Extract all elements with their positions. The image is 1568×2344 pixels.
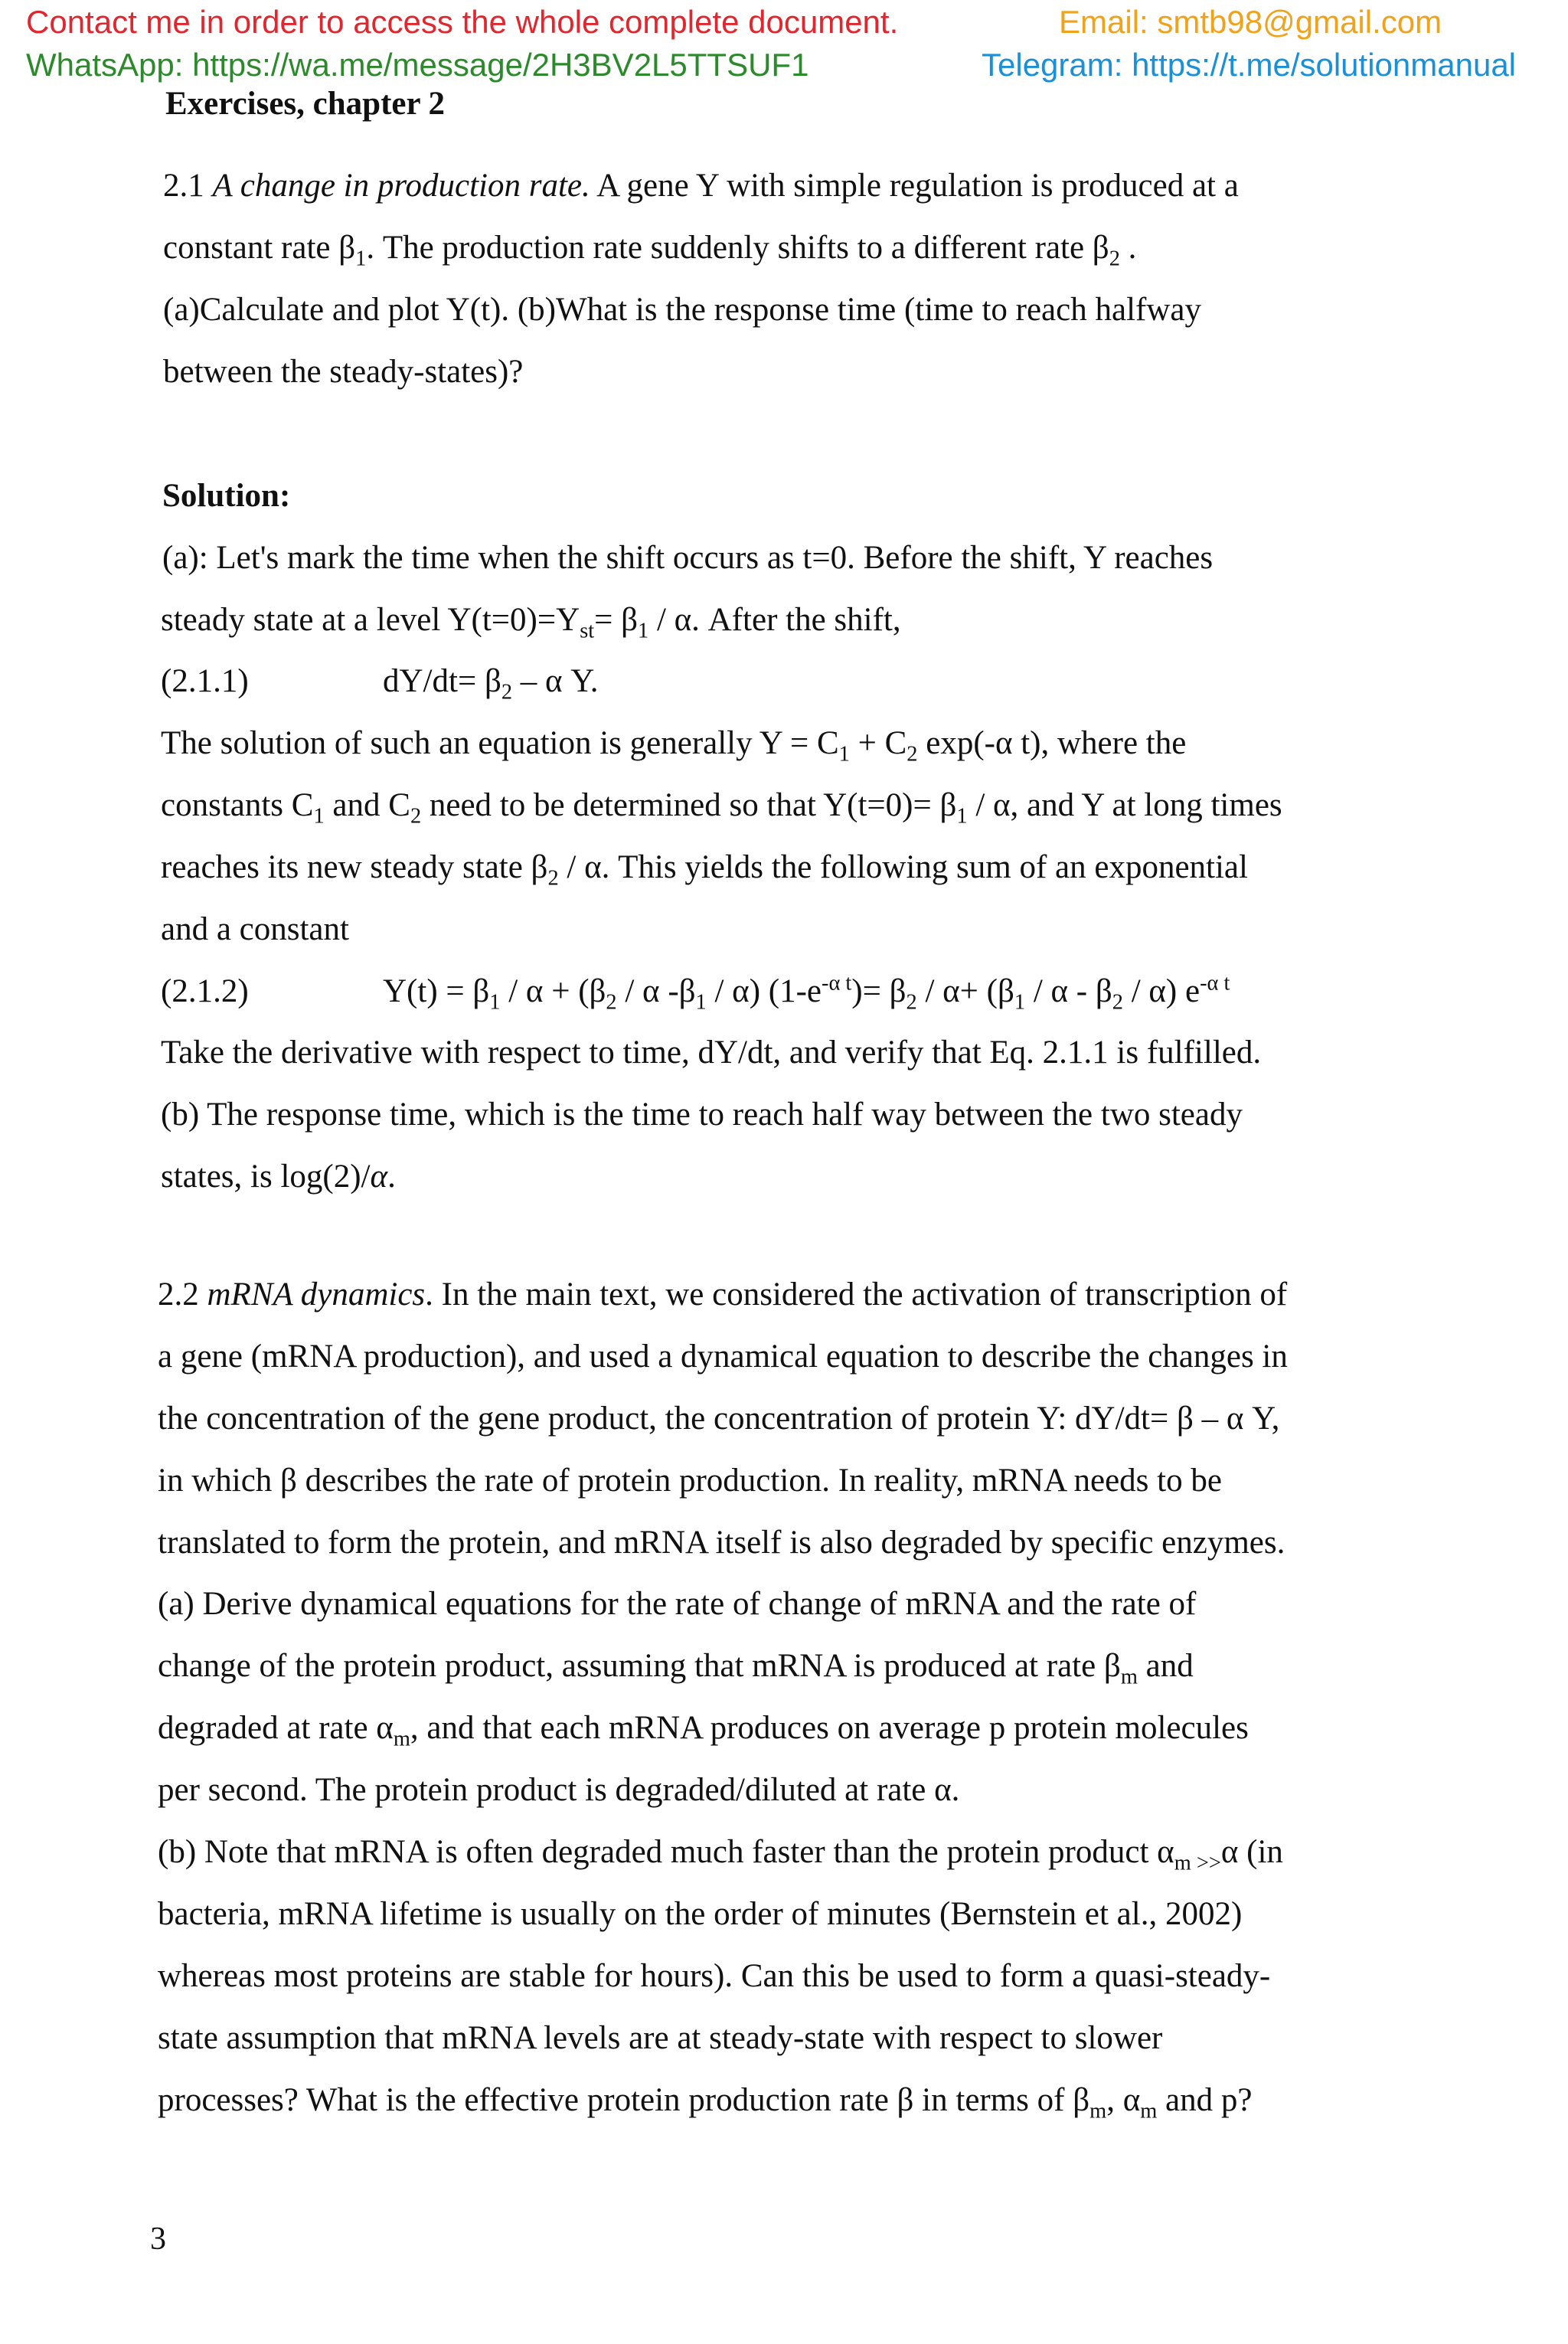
whatsapp-link[interactable]: WhatsApp: https://wa.me/message/2H3BV2L5TTSUF1 — [26, 47, 809, 83]
solution-line-3: The solution of such an equation is generally $Y = C_1 + C_2$ exp(-α t), where the — [161, 725, 1187, 767]
solution-line-8: (b) The response time, which is the time to reach half way between the two steady — [161, 1097, 1243, 1133]
equation-number: (2.1.2) — [161, 973, 249, 1009]
contact-notice: Contact me in order to access the whole complete document. — [26, 4, 899, 40]
equation-number: (2.1.1) — [161, 663, 249, 699]
solution-line-4: constants $C_1$ and $C_2$ need to be determined so that $Y(t=0)= \beta_1 / \alpha$, and Y at long times — [161, 787, 1282, 829]
solution-heading: Solution: — [162, 478, 291, 514]
solution-line-1: (a): Let's mark the time when the shift occurs as t=0. Before the shift, Y reaches — [162, 540, 1214, 576]
ex2-line-14: processes? What is the effective protein production rate β in terms of $\beta_m$, $\alpha_m$ and p? — [158, 2082, 1253, 2123]
solution-line-6: and a constant — [161, 911, 349, 947]
equation-2-1-2: (2.1.2) $Y(t) = \beta_1 / \alpha + (\beta_2 / \alpha$ $-\beta_1 / \alpha$) $(1-e^{-\alpha t})= \beta_2 / \alpha+ (\beta_1 / \alpha - \beta_2 / \alpha)$ $e^{-\alpha t}$ — [161, 971, 1230, 1015]
telegram-link[interactable]: Telegram: https://t.me/solutionmanual — [982, 47, 1517, 83]
ex2-line-12: whereas most proteins are stable for hours). Can this be used to form a quasi-steady- — [158, 1958, 1271, 1994]
ex1-line-3: (a)Calculate and plot Y(t). (b)What is the response time (time to reach halfway — [163, 292, 1201, 328]
ex2-line-2: a gene (mRNA production), and used a dynamical equation to describe the changes in — [158, 1339, 1288, 1375]
page-title: Exercises, chapter 2 — [165, 86, 446, 122]
ex2-line-1: 2.2 mRNA dynamics. In the main text, we considered the activation of transcription of — [158, 1277, 1288, 1313]
ex2-line-13: state assumption that mRNA levels are at steady-state with respect to slower — [158, 2020, 1163, 2056]
ex2-line-6: (a) Derive dynamical equations for the rate of change of mRNA and the rate of — [158, 1586, 1197, 1622]
ex2-line-4: in which β describes the rate of protein production. In reality, mRNA needs to be — [158, 1463, 1222, 1499]
page-number: 3 — [150, 2221, 166, 2257]
ex2-line-5: translated to form the protein, and mRNA itself is also degraded by specific enzymes. — [158, 1525, 1285, 1561]
email-contact[interactable]: Email: smtb98@gmail.com — [1059, 4, 1442, 40]
solution-line-2: steady state at a level $Y(t=0)=Y_{st}= \beta_1 / \alpha$. After the shift, — [161, 602, 901, 643]
ex1-line-4: between the steady-states)? — [163, 354, 524, 390]
solution-line-5: reaches its new steady state $\beta_2$ / α. This yields the following sum of an exponential — [161, 849, 1248, 891]
ex2-heading: mRNA dynamics — [207, 1277, 426, 1313]
ex2-line-9: per second. The protein product is degraded/diluted at rate α. — [158, 1772, 960, 1808]
ex2-line-8: degraded at rate $\alpha_m$, and that each mRNA produces on average p protein molecules — [158, 1710, 1249, 1751]
ex1-heading: A change in production rate. — [212, 168, 590, 204]
ex2-line-3: the concentration of the gene product, the concentration of protein Y: dY/dt= β – α Y, — [158, 1401, 1280, 1437]
ex2-line-10: (b) Note that mRNA is often degraded much faster than the protein product $\alpha_{m >>}\alpha$ (in — [158, 1834, 1283, 1875]
ex2-line-11: bacteria, mRNA lifetime is usually on the order of minutes (Bernstein et al., 2002) — [158, 1896, 1243, 1932]
ex2-line-7: change of the protein product, assuming that mRNA is produced at rate $\beta_m$ and — [158, 1648, 1194, 1689]
equation-2-1-1: (2.1.1) $dY/dt= \beta_2 - \alpha$ Y. — [161, 660, 599, 703]
ex1-line-2: constant rate $\beta_1$. The production rate suddenly shifts to a different rate $\beta_2$ . — [163, 230, 1137, 271]
ex1-line-1: 2.1 A change in production rate. A gene Y with simple regulation is produced at a — [163, 168, 1239, 204]
solution-line-7: Take the derivative with respect to time, dY/dt, and verify that Eq. 2.1.1 is fulfilled. — [161, 1035, 1262, 1071]
solution-line-9: states, is log(2)/α. — [161, 1159, 396, 1195]
